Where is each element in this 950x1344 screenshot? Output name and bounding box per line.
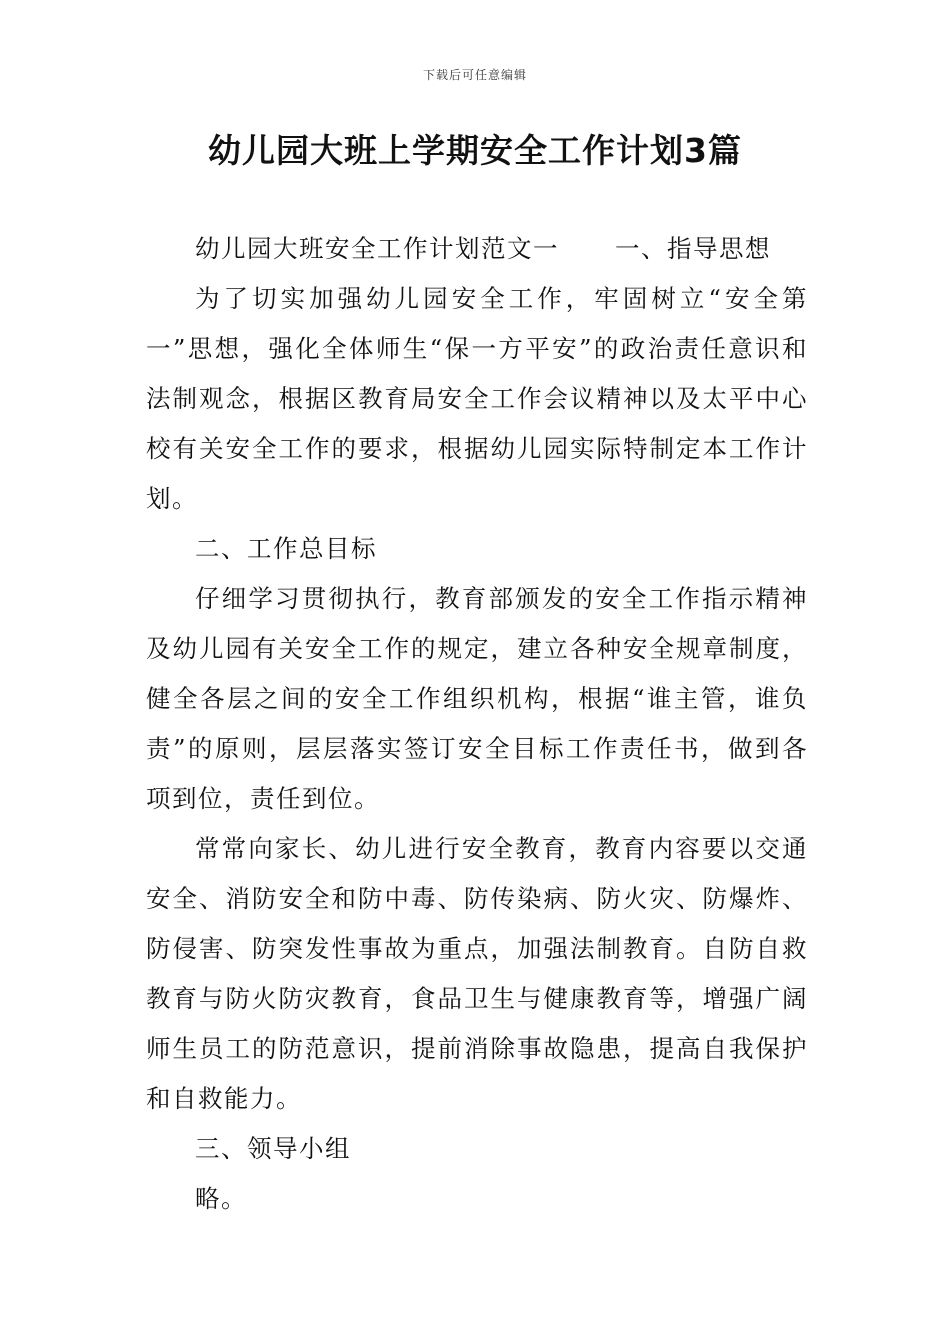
section-heading-3: 三、领导小组 xyxy=(195,1134,351,1163)
paragraph-1: 为了切实加强幼儿园安全工作，牢固树立“安全第一”思想，强化全体师生“保一方平安”的政治责任意识和法制观念，根据区教育局安全工作会议精神以及太平中心校有关安全工作的要求，根据幼儿园实际特制定本工作计划。 xyxy=(146,284,808,513)
section-heading-1: 一、指导思想 xyxy=(615,234,771,263)
header-note: 下载后可任意编辑 xyxy=(422,68,527,82)
paragraph-4: 略。 xyxy=(195,1184,247,1213)
document-body xyxy=(146,224,808,1224)
section-subtitle: 幼儿园大班安全工作计划范文一 xyxy=(195,234,559,263)
paragraph-2: 仔细学习贯彻执行，教育部颁发的安全工作指示精神及幼儿园有关安全工作的规定，建立各种安全规章制度，健全各层之间的安全工作组织机构，根据“谁主管，谁负责”的原则，层层落实签订安全目标工作责任书，做到各项到位，责任到位。 xyxy=(146,584,808,813)
document-title: 幼儿园大班上学期安全工作计划3篇 xyxy=(208,131,742,170)
paragraph-intro xyxy=(146,224,808,274)
section-heading-2: 二、工作总目标 xyxy=(195,534,377,563)
paragraph-3: 常常向家长、幼儿进行安全教育，教育内容要以交通安全、消防安全和防中毒、防传染病、防火灾、防爆炸、防侵害、防突发性事故为重点，加强法制教育。自防自救教育与防火防灾教育，食品卫生与健康教育等，增强广阔师生员工的防范意识，提前消除事故隐患，提高自我保护和自救能力。 xyxy=(146,834,808,1113)
